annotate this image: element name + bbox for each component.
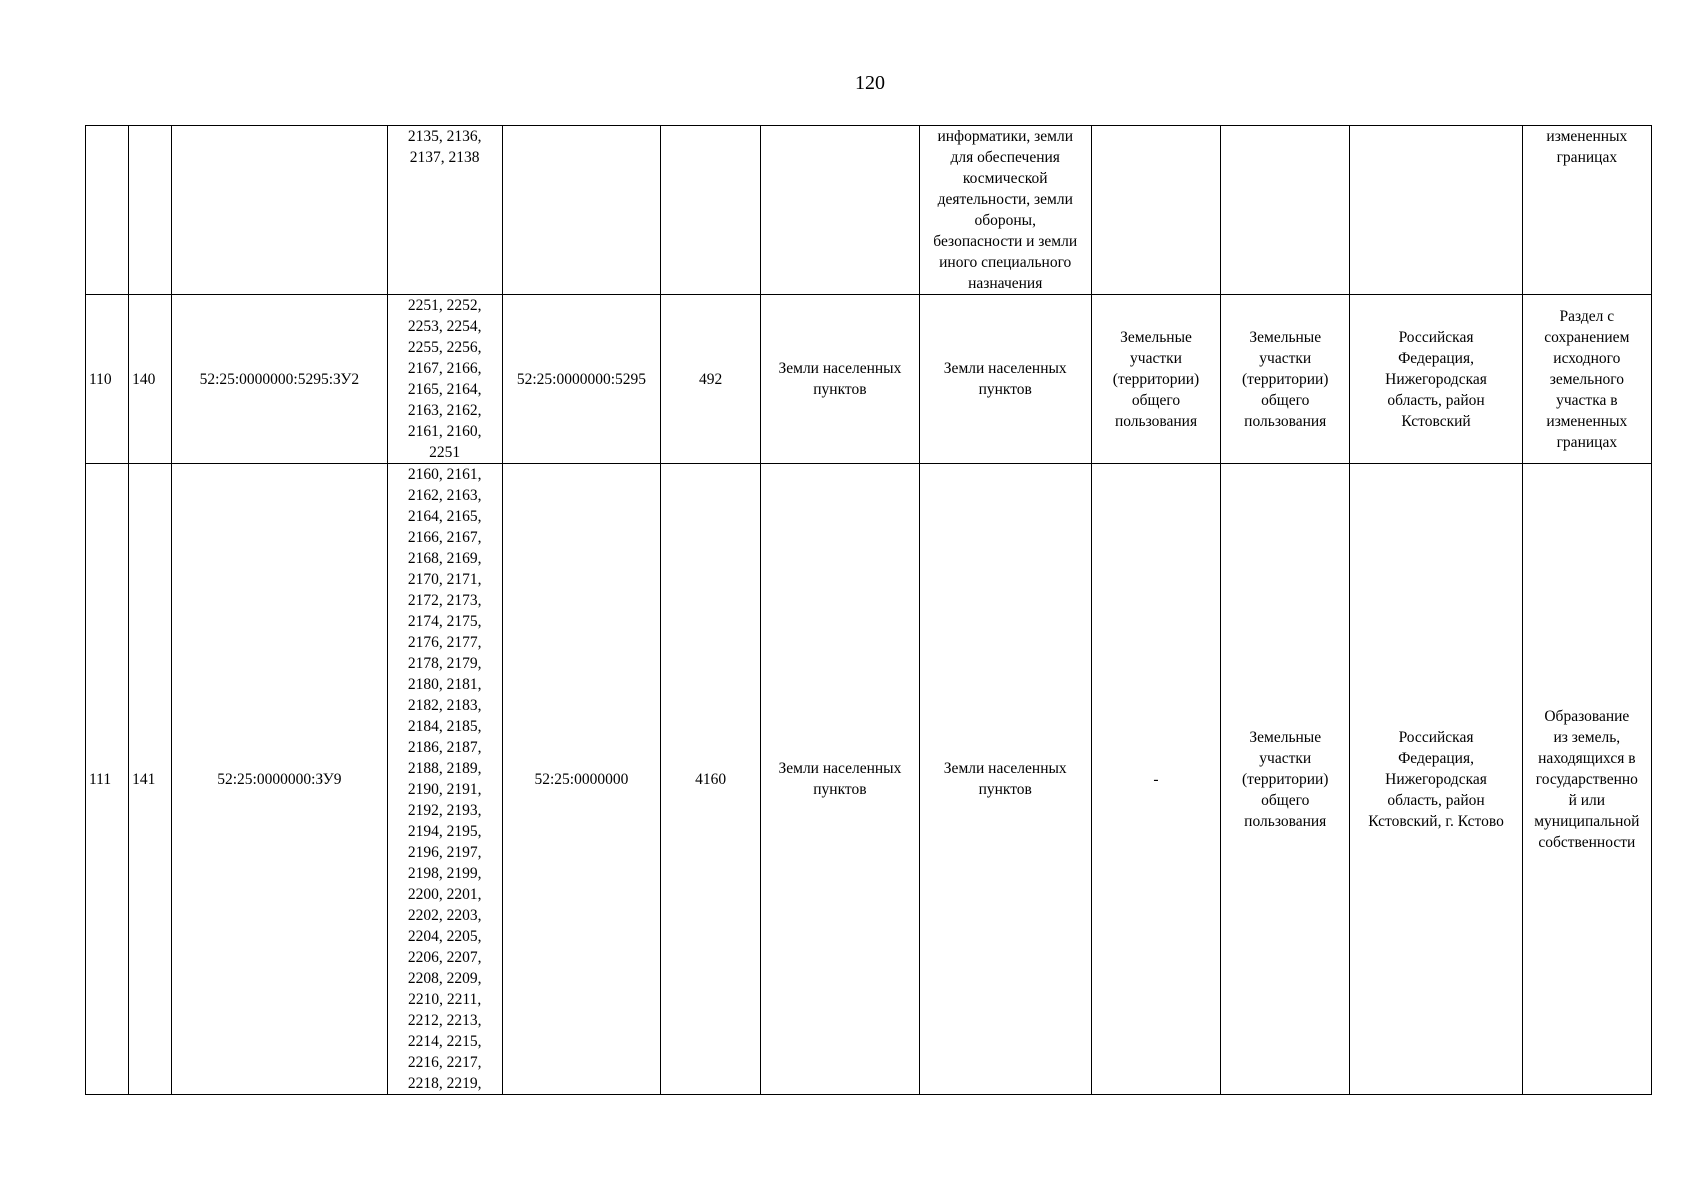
cell-permitted-use-new: Земельные участки (территории) общего пользования bbox=[1221, 464, 1350, 1095]
cell-land-category: Земли населенных пунктов bbox=[761, 295, 919, 464]
cell-permitted-use: Земельные участки (территории) общего пользования bbox=[1091, 295, 1220, 464]
cell-cadastral-designation: 52:25:0000000:ЗУ9 bbox=[172, 464, 387, 1095]
cell-boundary-points bbox=[387, 464, 502, 1095]
cell-location: Российская Федерация, Нижегородская область, район Кстовский bbox=[1350, 295, 1522, 464]
cell-formation-method: измененных границах bbox=[1522, 126, 1651, 295]
cell-source-plot: 52:25:0000000 bbox=[502, 464, 660, 1095]
cell-formation-method: Раздел с сохранением исходного земельного участка в измененных границах bbox=[1522, 295, 1651, 464]
cell-plot-number: 141 bbox=[129, 464, 172, 1095]
cell-permitted-use-new bbox=[1221, 126, 1350, 295]
cell-boundary-points bbox=[387, 295, 502, 464]
cell-area: 4160 bbox=[661, 464, 761, 1095]
cell-location bbox=[1350, 126, 1522, 295]
cell-formation-method: Образование из земель, находящихся в государственно й или муниципальной собственности bbox=[1522, 464, 1651, 1095]
table-row bbox=[86, 464, 1652, 1095]
cell-cadastral-designation: 52:25:0000000:5295:ЗУ2 bbox=[172, 295, 387, 464]
cell-area bbox=[661, 126, 761, 295]
table-row bbox=[86, 126, 1652, 295]
cell-permitted-use bbox=[1091, 126, 1220, 295]
table-row bbox=[86, 295, 1652, 464]
cell-source-plot bbox=[502, 126, 660, 295]
cell-boundary-points bbox=[387, 126, 502, 295]
cell-row-number bbox=[86, 126, 129, 295]
cell-land-category-new: информатики, земли для обеспечения космической деятельности, земли обороны, безопасности и земли иного специального назначения bbox=[919, 126, 1091, 295]
cell-plot-number bbox=[129, 126, 172, 295]
cell-land-category bbox=[761, 126, 919, 295]
cell-land-category-new: Земли населенных пунктов bbox=[919, 295, 1091, 464]
cell-row-number: 111 bbox=[86, 464, 129, 1095]
cell-land-category: Земли населенных пунктов bbox=[761, 464, 919, 1095]
cell-location: Российская Федерация, Нижегородская область, район Кстовский, г. Кстово bbox=[1350, 464, 1522, 1095]
cell-plot-number: 140 bbox=[129, 295, 172, 464]
cell-source-plot: 52:25:0000000:5295 bbox=[502, 295, 660, 464]
boundary-points-list: 2135, 2136, 2137, 2138 bbox=[407, 128, 482, 166]
cell-row-number: 110 bbox=[86, 295, 129, 464]
boundary-points-list: 2160, 2161, 2162, 2163, 2164, 2165, 2166, 2167, 2168, 2169, 2170, 2171, 2172, 2173, 2174, 2175, 2176, 2177, 2178, 2179, 2180, 2181, 2182, 2183, 2184, 2185, 2186, 2187, 2188, 2189, 2190, 2191, 2192, 2193, 2194, 2195, 2196, 2197, 2198, 2199, 2200, 2201, 2202, 2203, 2204, 2205, 2206, 2207, 2208, 2209, 2210, 2211, 2212, 2213, 2214, 2215, 2216, 2217, 2218, 2219, bbox=[407, 466, 482, 1092]
cell-area: 492 bbox=[661, 295, 761, 464]
cell-permitted-use: - bbox=[1091, 464, 1220, 1095]
land-plots-table bbox=[85, 125, 1652, 1095]
cell-cadastral-designation bbox=[172, 126, 387, 295]
page-number: 120 bbox=[855, 72, 885, 94]
boundary-points-list: 2251, 2252, 2253, 2254, 2255, 2256, 2167, 2166, 2165, 2164, 2163, 2162, 2161, 2160, 2251 bbox=[407, 297, 482, 461]
cell-land-category-new: Земли населенных пунктов bbox=[919, 464, 1091, 1095]
cell-permitted-use-new: Земельные участки (территории) общего пользования bbox=[1221, 295, 1350, 464]
